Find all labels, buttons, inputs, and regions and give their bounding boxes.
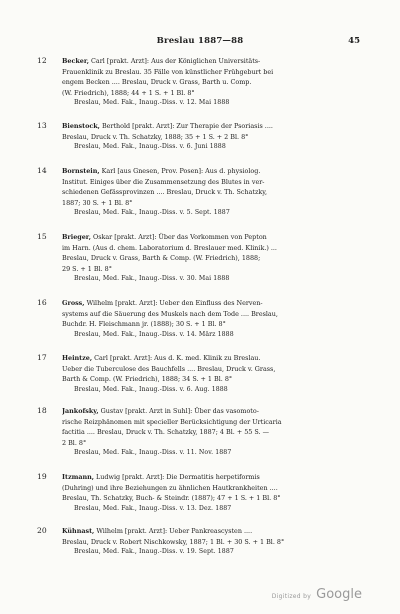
entry-note: Breslau, Med. Fak., Inaug.-Diss. v. 13. Dez. 1887 [74,504,232,512]
entry-line: Gross, Wilhelm [prakt. Arzt]: Ueber den Einfluss des Nerven- [62,299,263,307]
entry-author: Brieger, [62,233,91,241]
entry-text [62,121,364,153]
entry-number: 12 [37,56,47,65]
entry-line: Heintze, Carl [prakt. Arzt]: Aus d. K. med. Klinik zu Breslau. [62,354,261,362]
entry-note: Breslau, Med. Fak., Inaug.-Diss. v. 30. Mai 1888 [74,275,230,283]
entry-text [62,56,364,109]
entry-line: schiedenen Gefässprovinzen .... Breslau, Druck v. Th. Schatzky, [62,188,268,197]
entry-line: 2 Bl. 8° [62,438,87,447]
entry-line: Becker, Carl [prakt. Arzt]: Aus der Königlichen Universitäts- [62,57,261,65]
entry-line: Buchdr. H. Fleischmann jr. (1888); 30 S. + 1 Bl. 8° [62,320,226,329]
entry-number: 20 [37,526,47,535]
entry-line: Kühnast, Wilhelm [prakt. Arzt]: Ueber Pankreascysten .... [62,527,253,535]
entry-text [62,526,364,558]
entry-text [62,353,364,395]
entry-number: 18 [37,406,47,415]
entry-text [62,406,364,459]
entry-number: 19 [37,472,47,481]
entry-line: Institut. Einiges über die Zusammensetzung des Blutes in ver- [62,177,265,186]
entry-line: systems auf die Säuerung des Muskels nach dem Tode .... Breslau, [62,309,278,318]
entry-author: Becker, [62,57,89,65]
entry-note: Breslau, Med. Fak., Inaug.-Diss. v. 11. Nov. 1887 [74,449,232,457]
entry-text [62,232,364,285]
entry-author: Itzmann, [62,473,94,481]
entry-line: Ueber die Tuberculose des Bauchfells .... Breslau, Druck v. Grass, [62,364,276,373]
entry-author: Gross, [62,299,85,307]
entry-text [62,166,364,219]
running-title: Breslau 1887—88 [156,36,244,46]
entry-line: factitia .... Breslau, Druck v. Th. Schatzky, 1887; 4 Bl. + 55 S. — [62,428,269,437]
entry-note: Breslau, Med. Fak., Inaug.-Diss. v. 5. Sept. 1887 [74,209,230,217]
entry-note: Breslau, Med. Fak., Inaug.-Diss. v. 6. Aug. 1888 [74,385,228,393]
page-header [0,36,400,50]
entry-line: Bornstein, Karl [aus Gnesen, Prov. Posen]: Aus d. physiolog. [62,167,261,175]
entry-note: Breslau, Med. Fak., Inaug.-Diss. v. 19. Sept. 1887 [74,548,234,556]
entry-author: Bornstein, [62,167,100,175]
entry-line: Breslau, Druck v. Robert Nischkowsky, 1887; 1 Bl. + 30 S. + 1 Bl. 8° [62,537,285,546]
entry-line: rische Reizphänomen mit specieller Berücksichtigung der Urticaria [62,417,282,426]
entry-line: Barth & Comp. (W. Friedrich), 1888; 34 S. + 1 Bl. 8° [62,375,233,384]
entry-line: im Harn. (Aus d. chem. Laboratorium d. Breslauer med. Klinik.) ... [62,243,277,252]
entry-line: Breslau, Th. Schatzky, Buch- & Steindr. (1887); 47 + 1 S. + 1 Bl. 8° [62,494,281,503]
entry-line: Jankofsky, Gustav [prakt. Arzt in Suhl]: Über das vasomoto- [62,407,259,415]
watermark-google-text: Google [316,587,362,602]
entry-author: Bienstock, [62,122,100,130]
entry-line: Itzmann, Ludwig [prakt. Arzt]: Die Dermatitis herpetiformis [62,473,260,481]
entry-line: 1887; 30 S. + 1 Bl. 8° [62,198,133,207]
entry-author: Jankofsky, [62,407,99,415]
entry-line: (Duhring) und ihre Beziehungen zu ähnlichen Hautkrankheiten .... [62,483,278,492]
digitized-by-google-watermark [272,583,362,602]
watermark-small-text: Digitized by [271,593,312,600]
entry-text [62,298,364,340]
entry-note: Breslau, Med. Fak., Inaug.-Diss. v. 14. März 1888 [74,330,234,338]
entry-text [62,472,364,514]
entry-number: 13 [37,121,47,130]
entry-line: (W. Friedrich), 1888; 44 + 1 S. + 1 Bl. 8° [62,88,195,97]
entry-line: Breslau, Druck v. Grass, Barth & Comp. (W. Friedrich), 1888; [62,254,261,263]
entry-author: Kühnast, [62,527,95,535]
entry-line: Breslau, Druck v. Th. Schatzky, 1888; 35 + 1 S. + 2 Bl. 8° [62,132,249,141]
entry-number: 16 [37,298,47,307]
entry-note: Breslau, Med. Fak., Inaug.-Diss. v. 6. Juni 1888 [74,143,226,151]
entry-line: 29 S. + 1 Bl. 8° [62,264,112,273]
entry-number: 15 [37,232,47,241]
page-number: 45 [348,36,360,46]
entry-number: 14 [37,166,47,175]
entry-note: Breslau, Med. Fak., Inaug.-Diss. v. 12. Mai 1888 [74,99,230,107]
entry-author: Heintze, [62,354,93,362]
entry-line: Brieger, Oskar [prakt. Arzt]: Über das Vorkommen von Pepton [62,233,267,241]
entry-line: Bienstock, Berthold [prakt. Arzt]: Zur Therapie der Psoriasis .... [62,122,273,130]
entry-number: 17 [37,353,47,362]
entry-line: engem Becken .... Breslau, Druck v. Grass, Barth u. Comp. [62,78,252,87]
entry-line: Frauenklinik zu Breslau. 35 Fälle von künstlicher Frühgeburt bei [62,67,274,76]
